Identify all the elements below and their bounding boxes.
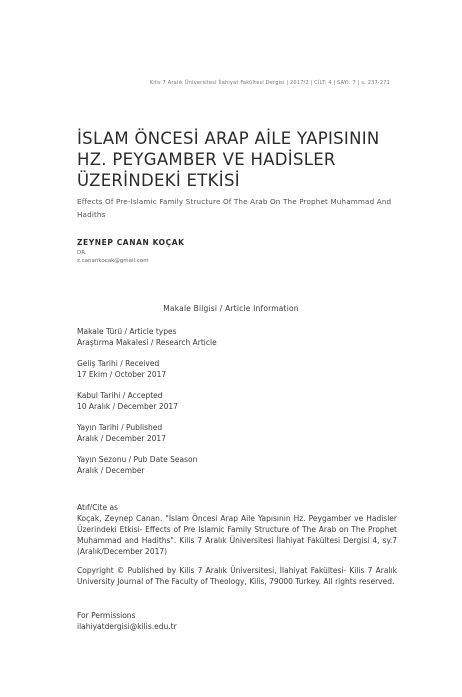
info-label: Yayın Sezonu / Pub Date Season	[77, 455, 198, 464]
article-info-heading: Makale Bilgisi / Article Information	[163, 304, 299, 313]
info-accepted	[77, 390, 178, 412]
info-label: Yayın Tarihi / Published	[77, 423, 163, 432]
permissions-block	[77, 610, 397, 632]
info-label: Geliş Tarihi / Received	[77, 359, 160, 368]
info-received	[77, 358, 166, 380]
info-value: 10 Aralık / December 2017	[77, 402, 178, 411]
title-line-1: İSLAM ÖNCESİ ARAP AİLE YAPISININ	[77, 129, 380, 148]
citation-label: Atıf/Cite as	[77, 503, 118, 512]
info-value: Aralık / December	[77, 466, 145, 475]
author-title: DR.	[77, 250, 87, 256]
citation-block	[77, 502, 397, 557]
info-value: 17 Ekim / October 2017	[77, 370, 167, 379]
info-value: Aralık / December 2017	[77, 434, 166, 443]
info-published	[77, 422, 166, 444]
running-header: Kilis 7 Aralık Üniversitesi İlahiyat Fakültesi Dergisi | 2017/2 | CİLT: 4 | SAYI: 7 | s. 237-271	[149, 80, 390, 86]
author-email[interactable]: z.canankocak@gmail.com	[77, 258, 149, 264]
author-name: ZEYNEP CANAN KOÇAK	[77, 238, 185, 247]
title-line-2: HZ. PEYGAMBER VE HADİSLER	[77, 150, 336, 169]
permissions-label: For Permissions	[77, 611, 136, 620]
info-label: Makale Türü / Article types	[77, 327, 177, 336]
article-title	[77, 128, 397, 191]
article-subtitle: Effects Of Pre-Islamic Family Structure Of The Arab On The Prophet Muhammad And Hadiths	[77, 197, 392, 219]
author-block	[77, 238, 185, 264]
copyright-notice: Copyright © Published by Kilis 7 Aralık Üniversitesi, İlahiyat Fakültesi- Kilis 7 Aralık University Journal of The Faculty of Theology, Kilis, 79000 Turkey. All rights reserved.	[77, 566, 397, 586]
info-pub-season	[77, 454, 197, 476]
title-line-3: ÜZERİNDEKİ ETKİSİ	[77, 171, 240, 190]
info-label: Kabul Tarihi / Accepted	[77, 391, 163, 400]
info-value: Araştırma Makalesi / Research Article	[77, 338, 217, 347]
citation-text: Koçak, Zeynep Canan. "İslam Öncesi Arap Aile Yapısının Hz. Peygamber ve Hadisler Üzerindeki Etkisi- Effects of Pre Islamic Family Structure of The Arab on The Prophet Muhammad and Hadiths". Kilis 7 Aralık Üniversitesi İlahiyat Fakültesi Dergisi 4, sy.7 (Aralık/December 2017)	[77, 514, 397, 556]
info-article-type	[77, 326, 217, 348]
permissions-email[interactable]: ilahiyatdergisi@kilis.edu.tr	[77, 622, 177, 631]
